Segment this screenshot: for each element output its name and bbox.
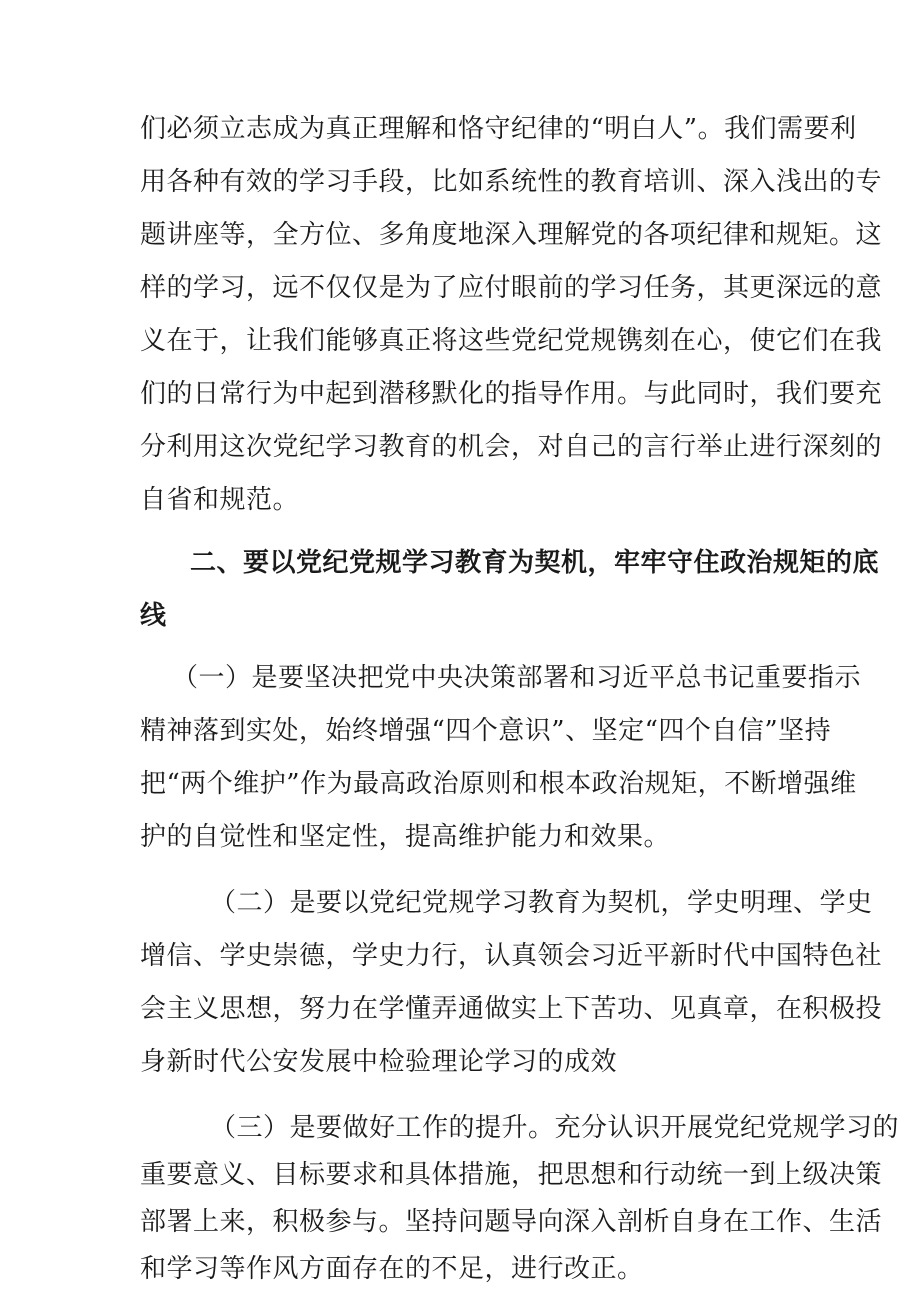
- item3-line-3: 部署上来，积极参与。坚持问题导向深入剖析自身在工作、生活: [140, 1207, 883, 1237]
- para1-line-5: 义在于，让我们能够真正将这些党纪党规镌刻在心，使它们在我: [140, 326, 883, 356]
- item1-line-1: （一）是要坚决把党中央决策部署和习近平总书记重要指示: [172, 663, 862, 693]
- para1-line-1: 们必须立志成为真正理解和恪守纪律的“明白人”。我们需要利: [140, 114, 857, 144]
- item2-line-1: （二）是要以党纪党规学习教育为契机，学史明理、学史: [210, 888, 873, 918]
- section-heading-line-2: 线: [140, 601, 167, 631]
- item3-line-1: （三）是要做好工作的提升。充分认识开展党纪党规学习的: [210, 1113, 900, 1143]
- para1-line-3: 题讲座等，全方位、多角度地深入理解党的各项纪律和规矩。这: [140, 220, 883, 250]
- section-heading-line-1: 二、要以党纪党规学习教育为契机，牢牢守住政治规矩的底: [190, 548, 880, 578]
- item2-line-2: 增信、学史崇德，学史力行，认真领会习近平新时代中国特色社: [140, 941, 883, 971]
- para1-line-4: 样的学习，远不仅仅是为了应付眼前的学习任务，其更深远的意: [140, 273, 883, 303]
- item1-line-2: 精神落到实处，始终增强“四个意识”、坚定“四个自信”坚持: [140, 716, 832, 746]
- para1-line-2: 用各种有效的学习手段，比如系统性的教育培训、深入浅出的专: [140, 167, 883, 197]
- item1-line-4: 护的自觉性和坚定性，提高维护能力和效果。: [140, 822, 671, 852]
- item2-line-3: 会主义思想，努力在学懂弄通做实上下苦功、见真章，在积极投: [140, 994, 883, 1024]
- para1-line-8: 自省和规范。: [140, 485, 300, 515]
- item1-line-3: 把“两个维护”作为最高政治原则和根本政治规矩，不断增强维: [140, 769, 857, 799]
- item3-line-4: 和学习等作风方面存在的不足，进行改正。: [140, 1254, 644, 1284]
- para1-line-7: 分利用这次党纪学习教育的机会，对自己的言行举止进行深刻的: [140, 432, 883, 462]
- item2-line-4: 身新时代公安发展中检验理论学习的成效: [140, 1047, 618, 1077]
- item3-line-2: 重要意义、目标要求和具体措施，把思想和行动统一到上级决策: [140, 1160, 883, 1190]
- para1-line-6: 们的日常行为中起到潜移默化的指导作用。与此同时，我们要充: [140, 379, 883, 409]
